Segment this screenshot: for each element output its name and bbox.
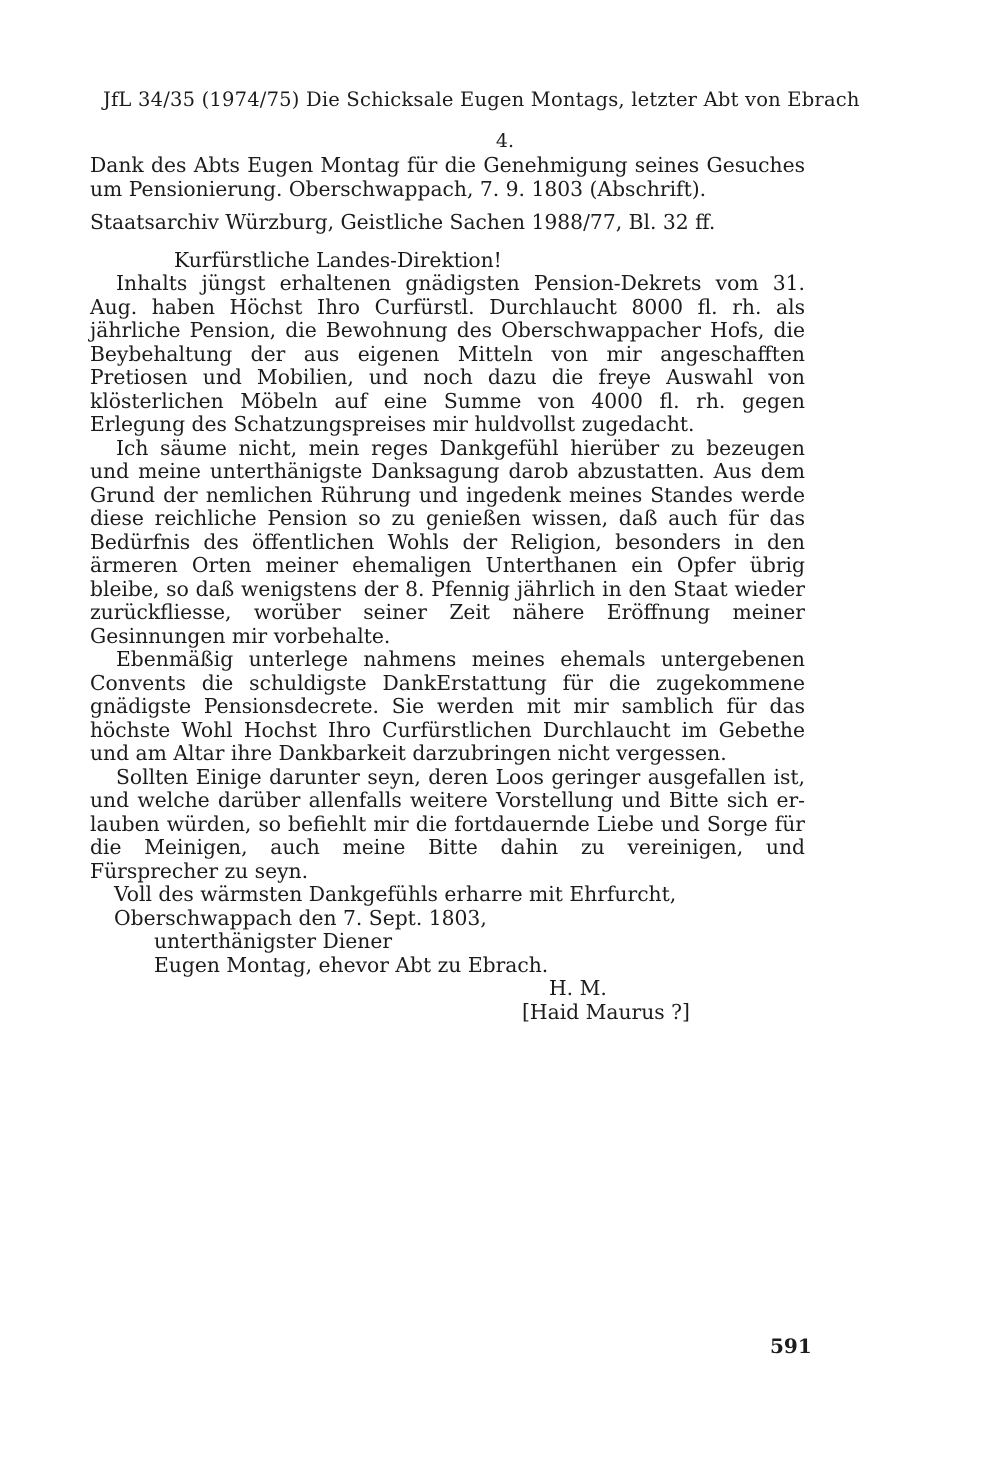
letter-paragraph: Inhalts jüngst erhaltenen gnädigsten Pension-Dekrets vom 31. Aug. haben Höchst Ihro Curfürstl. Durchlaucht 8000 fl. rh. als jährliche Pension, die Bewohnung des Oberschwappacher Hofs, die Beybehaltung der aus eigenen Mitteln von mir angeschafften Pretiosen und Mobilien, und noch dazu die freye Auswahl von klösterlichen Möbeln auf eine Summe von 4000 fl. rh. gegen Erlegung des Schatzungspreises mir huldvollst zugedacht.: [90, 271, 805, 436]
attribution-note: [Haid Maurus ?]: [522, 999, 690, 1024]
closing-line: Voll des wärmsten Dankgefühls erharre mit Ehrfurcht,: [114, 882, 677, 906]
letter-salutation: Kurfürstliche Landes-Direktion!: [174, 247, 502, 272]
letter-paragraph: Sollten Einige darunter seyn, deren Loos geringer ausgefallen ist, und welche darüber allenfalls weitere Vorstellung und Bitte sich erlauben würden, so befiehlt mir die fortdauernde Liebe und Sorge für die Meinigen, auch meine Bitte dahin zu vereinigen, und Fürsprecher zu seyn.: [90, 764, 805, 883]
archive-source: Staatsarchiv Würzburg, Geistliche Sachen 1988/77, Bl. 32 ff.: [90, 210, 716, 234]
running-header: JfL 34/35 (1974/75) Die Schicksale Eugen Montags, letzter Abt von Ebrach: [103, 88, 860, 111]
page-number: 591: [770, 1334, 812, 1358]
document-description: Dank des Abts Eugen Montag für die Genehmigung seines Gesuches um Pensionierung. Oberschwappach, 7. 9. 1803 (Abschrift).: [90, 153, 805, 201]
letter-paragraph: Ich säume nicht, mein reges Dankgefühl hierüber zu bezeugen und meine unterthänigste Danksagung darob abzustatten. Aus dem Grund der nemlichen Rührung und ingedenk meines Standes werde diese reichliche Pension so zu genießen wissen, daß auch für das Bedürfnis des öffentlichen Wohls der Religion, besonders in den ärmeren Orten meiner ehemaligen Unterthanen ein Opfer übrig bleibe, so daß wenigstens der 8. Pfennig jährlich in den Staat wieder zurückfliesse, worüber seiner Zeit nähere Eröffnung meiner Gesinnungen mir vorbehalte.: [90, 435, 805, 648]
place-date: Oberschwappach den 7. Sept. 1803,: [114, 905, 487, 930]
document-body: [90, 154, 805, 1024]
signature: Eugen Montag, ehevor Abt zu Ebrach.: [154, 952, 549, 977]
document-number: 4.: [495, 130, 515, 152]
letter-paragraph: Ebenmäßig unterlege nahmens meines ehemals untergebenen Convents die schuldigste DankErstattung für die zugekommene gnädigste Pensionsdecrete. Sie werden mit mir samblich für das höchste Wohl Hochst Ihro Curfürstlichen Durchlaucht im Gebethe und am Altar ihre Dankbarkeit darzubringen nicht vergessen.: [90, 647, 805, 765]
servant-line: unterthänigster Diener: [154, 929, 393, 953]
initials: H. M.: [549, 976, 607, 1000]
